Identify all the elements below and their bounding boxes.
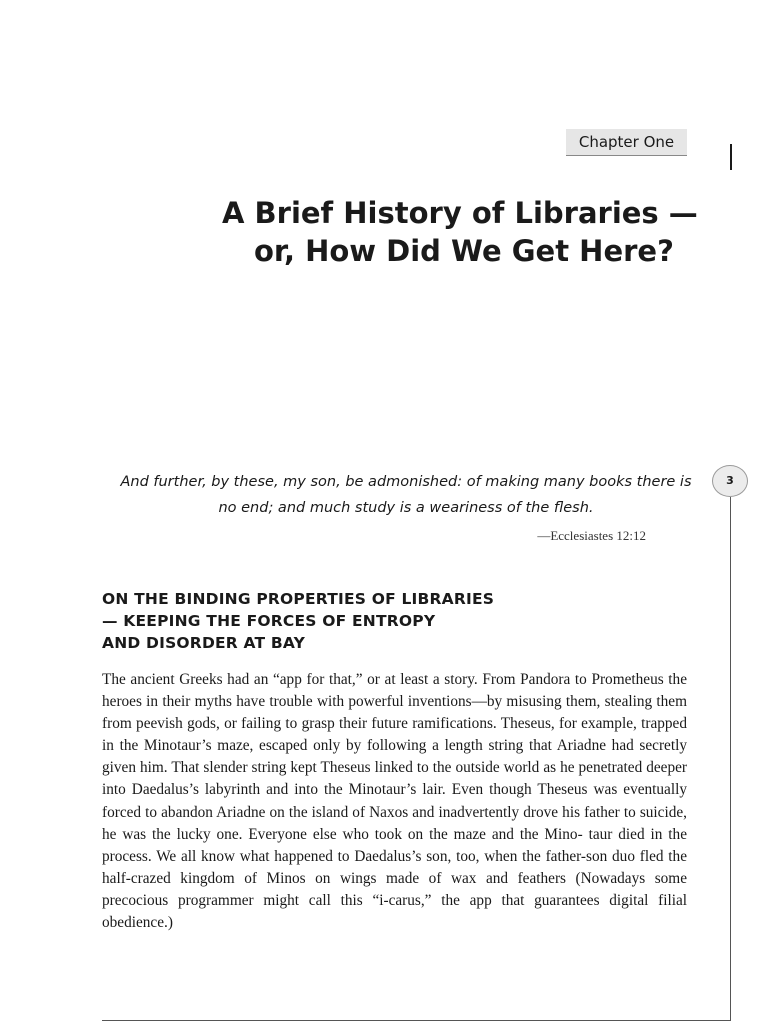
body-paragraph: The ancient Greeks had an “app for that,” or at least a story. From Pandora to Prometheus the heroes in their myths have trouble with powerful inventions—by misusing them, stealing them from peevish gods, or failing to grasp their future ramifications. Theseus, for example, trapped in the Minotaur’s maze, escaped only by following a length string that Ariadne had secretly given him. That slender string kept Theseus linked to the outside world as he penetrated deeper into Daedalus’s labyrinth and into the Minotaur’s lair. Even though Theseus was eventually forced to abandon Ariadne on the island of Naxos and inadvertently drove his father to suicide, he was the lucky one. Everyone else who took on the maze and the Mino- taur died in the process. We all know what happened to Daedalus’s son, too, when the father-son duo fled the half-crazed kingdom of Minos on wings made of wax and feathers (Nowadays some precocious programmer might call this “i-carus,” the app that guarantees digital filial obedience.)	[102, 671, 687, 932]
epigraph-quote: And further, by these, my son, be admonished: of making many books there is no end; and much study is a weariness of the flesh.	[120, 474, 692, 516]
section-heading-line: ON THE BINDING PROPERTIES OF LIBRARIES	[102, 590, 495, 608]
chapter-title: A Brief History of Libraries — or, How Did We Get Here?	[222, 196, 698, 268]
section-heading-line: — KEEPING THE FORCES OF ENTROPY	[102, 612, 436, 630]
section-heading-line: AND DISORDER AT BAY	[102, 634, 306, 652]
chapter-label: Chapter One	[566, 129, 687, 156]
epigraph-attribution: —Ecclesiastes 12:12	[537, 528, 646, 543]
chapter-marker-rule	[730, 144, 732, 170]
margin-rule	[730, 497, 731, 1021]
page-number-badge: 3	[712, 465, 748, 497]
section-heading	[102, 588, 662, 654]
footer-rule	[102, 1020, 731, 1021]
